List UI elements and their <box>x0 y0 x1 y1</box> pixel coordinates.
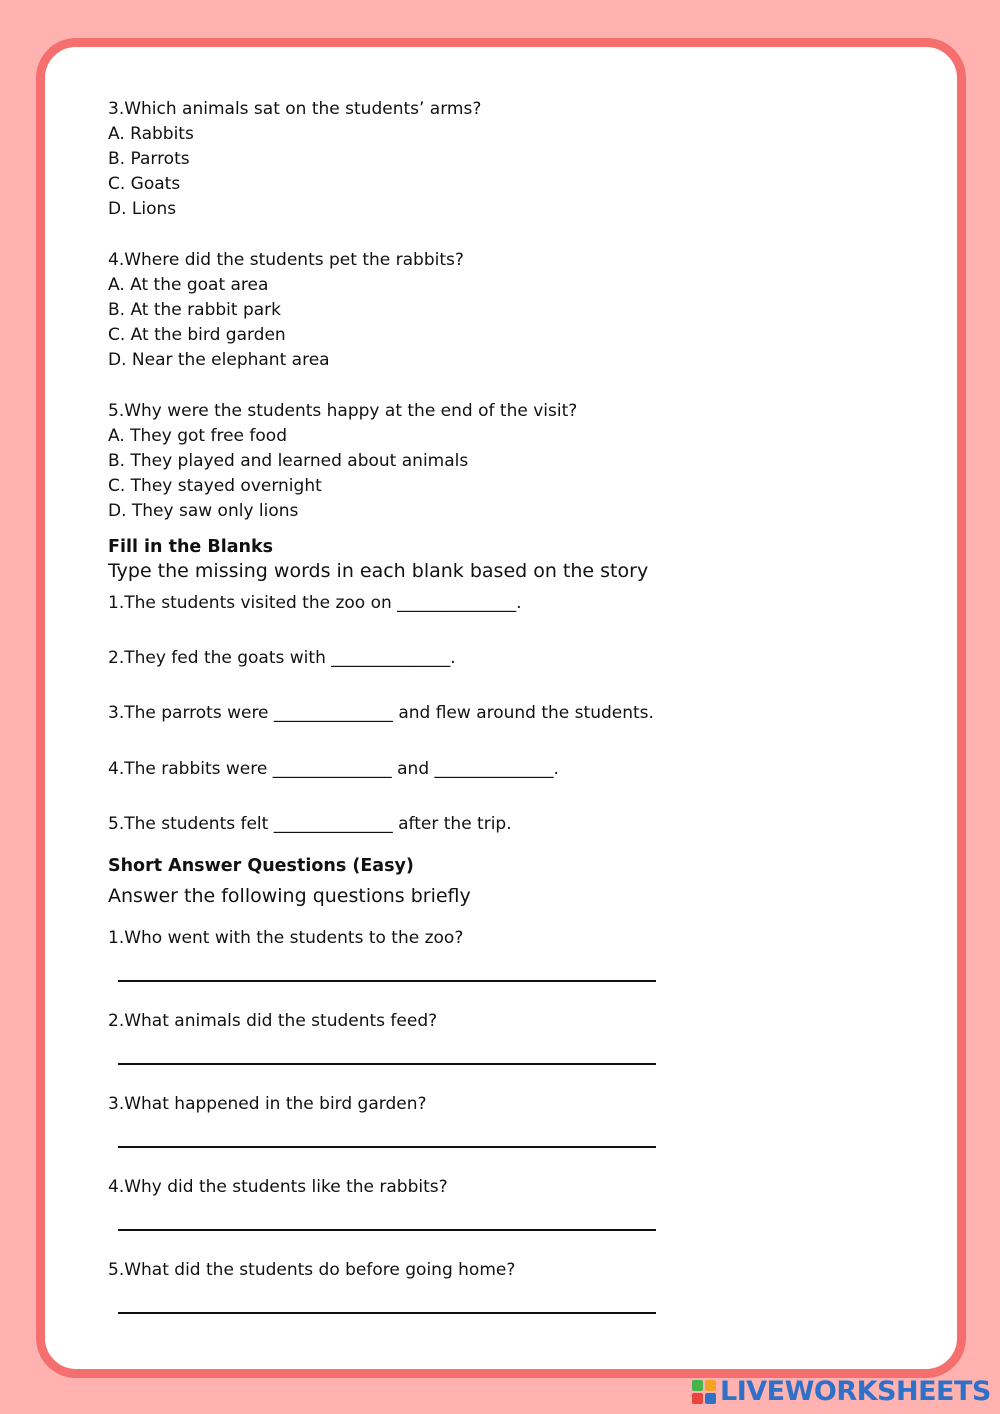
mc-question-4: 4.Where did the students pet the rabbits? <box>108 250 464 270</box>
short-section-title: Short Answer Questions (Easy) <box>108 856 414 876</box>
mc-option[interactable]: B. Parrots <box>108 149 190 169</box>
mc-option[interactable]: B. At the rabbit park <box>108 300 281 320</box>
fill-item[interactable]: 1.The students visited the zoo on ______________. <box>108 593 522 613</box>
short-instruction: Answer the following questions briefly <box>108 885 471 907</box>
answer-line[interactable] <box>118 1229 656 1231</box>
short-question: 5.What did the students do before going home? <box>108 1260 516 1280</box>
short-question: 2.What animals did the students feed? <box>108 1011 438 1031</box>
short-question: 4.Why did the students like the rabbits? <box>108 1177 448 1197</box>
short-question: 3.What happened in the bird garden? <box>108 1094 427 1114</box>
mc-option[interactable]: D. Near the elephant area <box>108 350 330 370</box>
liveworksheets-logo-icon <box>692 1380 716 1404</box>
mc-option[interactable]: B. They played and learned about animals <box>108 451 469 471</box>
answer-line[interactable] <box>118 1146 656 1148</box>
mc-option[interactable]: A. They got free food <box>108 426 287 446</box>
answer-line[interactable] <box>118 980 656 982</box>
mc-option[interactable]: C. They stayed overnight <box>108 476 322 496</box>
answer-line[interactable] <box>118 1312 656 1314</box>
mc-option[interactable]: D. Lions <box>108 199 177 219</box>
answer-line[interactable] <box>118 1063 656 1065</box>
mc-question-5: 5.Why were the students happy at the end of the visit? <box>108 401 578 421</box>
fill-section-title: Fill in the Blanks <box>108 537 274 557</box>
fill-item[interactable]: 3.The parrots were ______________ and flew around the students. <box>108 703 654 723</box>
mc-option[interactable]: D. They saw only lions <box>108 501 299 521</box>
fill-item[interactable]: 4.The rabbits were ______________ and ______________. <box>108 759 559 779</box>
mc-option[interactable]: A. Rabbits <box>108 124 194 144</box>
mc-question-3: 3.Which animals sat on the students’ arms? <box>108 99 482 119</box>
mc-option[interactable]: C. Goats <box>108 174 181 194</box>
mc-option[interactable]: C. At the bird garden <box>108 325 286 345</box>
fill-item[interactable]: 5.The students felt ______________ after the trip. <box>108 814 512 834</box>
fill-instruction: Type the missing words in each blank based on the story <box>108 560 649 582</box>
liveworksheets-brand <box>692 1376 991 1407</box>
short-question: 1.Who went with the students to the zoo? <box>108 928 464 948</box>
mc-option[interactable]: A. At the goat area <box>108 275 269 295</box>
brand-wordmark: LIVEWORKSHEETS <box>720 1376 991 1407</box>
fill-item[interactable]: 2.They fed the goats with ______________. <box>108 648 456 668</box>
